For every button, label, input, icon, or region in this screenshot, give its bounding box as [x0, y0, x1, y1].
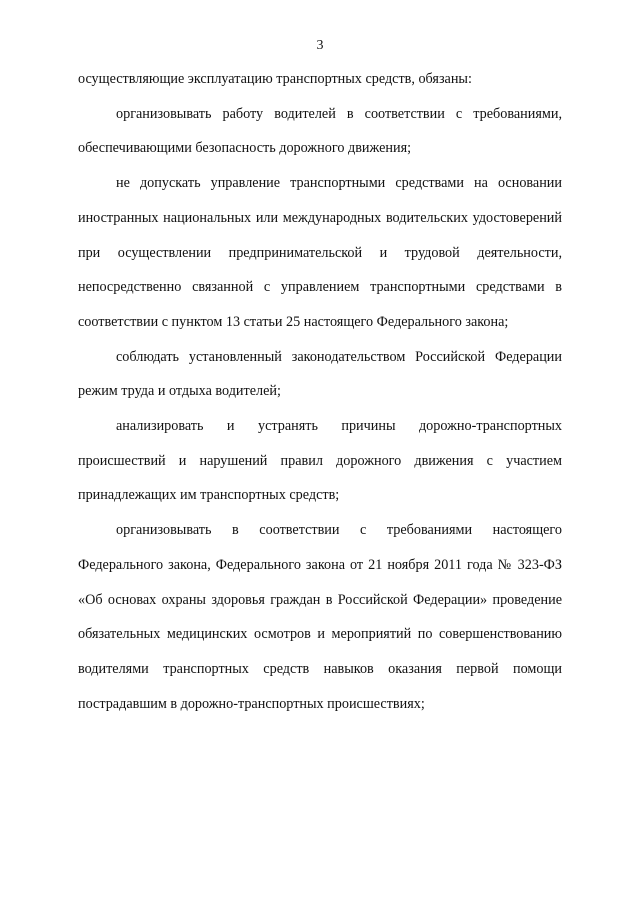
paragraph-work-rest-regime: соблюдать установленный законодательством Российской Федерации режим труда и отдыха водителей; [78, 348, 562, 400]
paragraph-continuation: осуществляющие эксплуатацию транспортных средств, обязаны: [78, 71, 472, 87]
paragraph-foreign-licenses: не допускать управление транспортными средствами на основании иностранных национальных или международных водительских удостоверений при осуществлении предпринимательской и трудовой деятельности, непосредственно связанной с управлением транспортными средствами в соответствии с пунктом 13 статьи 25 настоящего Федерального закона; [78, 175, 562, 330]
paragraph-accident-analysis: анализировать и устранять причины дорожно-транспортных происшествий и нарушений правил дорожного движения с участием принадлежащих им транспортных средств; [78, 418, 562, 504]
document-body [78, 62, 562, 721]
paragraph-medical-examinations: организовывать в соответствии с требованиями настоящего Федерального закона, Федерального закона от 21 ноября 2011 года № 323-ФЗ «Об основах охраны здоровья граждан в Российской Федерации» проведение обязательных медицинских осмотров и мероприятий по совершенствованию водителями транспортных средств навыков оказания первой помощи пострадавшим в дорожно-транспортных происшествиях; [78, 522, 562, 712]
page-number: 3 [316, 38, 324, 53]
paragraph-driver-work: организовывать работу водителей в соответствии с требованиями, обеспечивающими безопасность дорожного движения; [78, 105, 562, 157]
